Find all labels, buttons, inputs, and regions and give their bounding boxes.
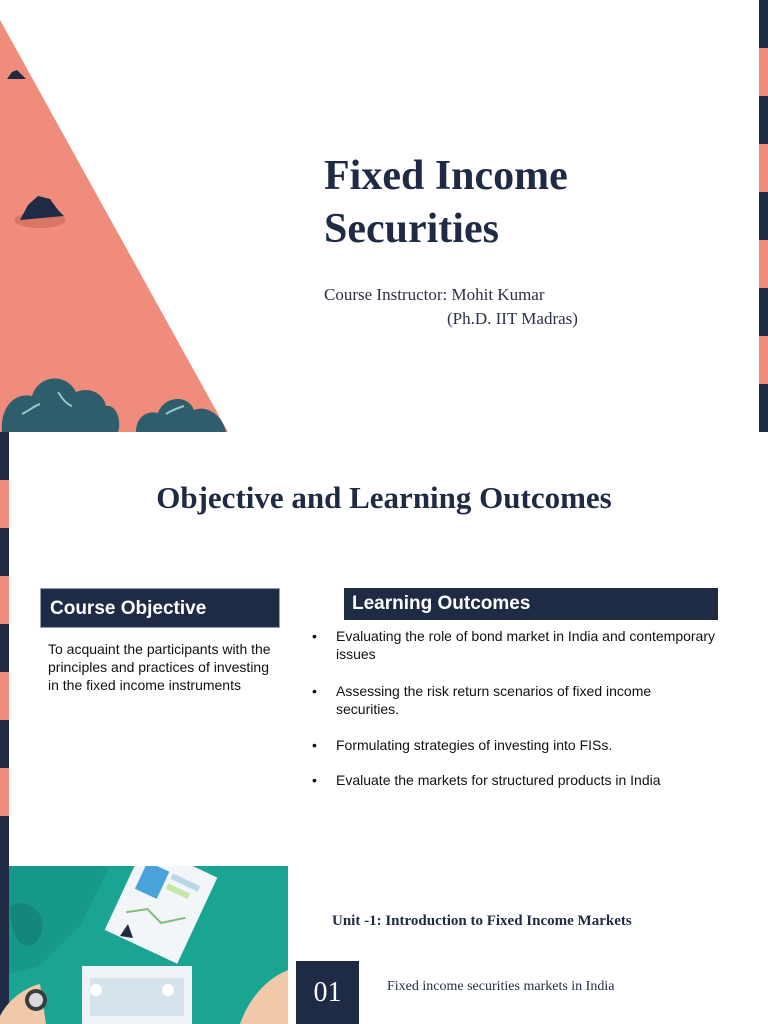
slide-title [324, 150, 568, 256]
unit-title: Unit -1: Introduction to Fixed Income Markets [332, 913, 632, 929]
title-line-1: Fixed Income [324, 153, 568, 199]
objectives-slide [0, 432, 768, 866]
topic-number: 01 [296, 961, 359, 1024]
topic-text: Fixed income securities markets in India [387, 979, 615, 994]
title-line-2: Securities [324, 206, 499, 252]
outcome-item: • Evaluating the role of bond market in India and contemporary issues [310, 627, 756, 663]
business-illustration [0, 866, 288, 1024]
outcome-item: • Evaluate the markets for structured products in India [310, 771, 756, 789]
objectives-title: Objective and Learning Outcomes [156, 480, 612, 515]
course-objective-text: To acquaint the participants with the principles and practices of investing in the fixed income instruments [48, 641, 271, 693]
instructor-credential: (Ph.D. IIT Madras) [447, 309, 578, 328]
learning-outcomes-heading: Learning Outcomes [344, 588, 718, 620]
unit-slide [0, 866, 768, 1024]
outcome-item: • Assessing the risk return scenarios of fixed income securities. [310, 682, 696, 718]
course-instructor: Course Instructor: Mohit Kumar [324, 285, 545, 304]
outcome-item: • Formulating strategies of investing into FISs. [310, 736, 756, 754]
course-objective-heading: Course Objective [40, 588, 280, 628]
title-slide [0, 0, 768, 432]
right-stripes [759, 0, 768, 432]
